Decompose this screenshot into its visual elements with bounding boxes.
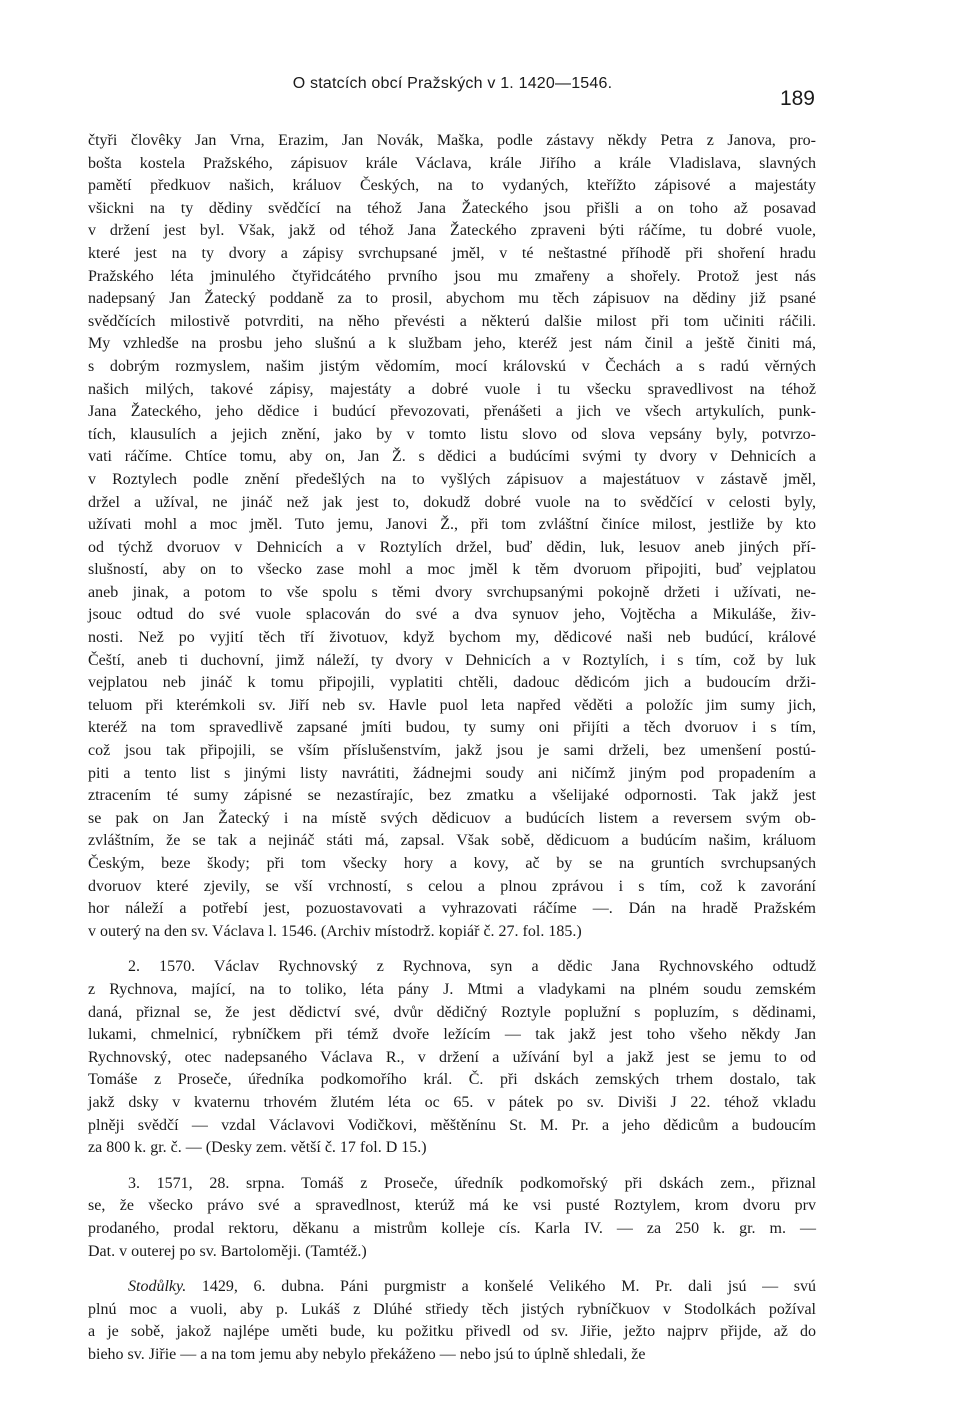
text-line: čtyři človêky Jan Vrna, Erazim, Jan Novák, Maška, podle zástavy někdy Petra z Janova, pro- bbox=[88, 132, 816, 149]
text-line: v držení jest byl. Však, jakž od téhož Jana Žateckého zpraveni býti ráčíme, tu dobré vuole, bbox=[88, 222, 816, 240]
text-line: vati ráčíme. Chtíce tomu, aby on, Jan Ž. s dědici a budúcími svými ty dvory v Dehnicích a bbox=[88, 448, 816, 466]
text-line: Rychnovský, otec nadepsaného Václava R., v držení a užívání byl a jakž jest se jemu to od bbox=[88, 1048, 816, 1066]
text-line: lukami, chmelnicí, rybníčkem při témž dvoře ležícím — tak jakž jest toho všeho někdy Jan bbox=[88, 1026, 816, 1044]
text-line: a je sobě, jakož najlépe uměti bude, ku požitku přivedl od sv. Jiřie, ježto najprv přijde, až do bbox=[88, 1323, 816, 1341]
text-line: plnú moc a vuoli, aby p. Lukáš z Dlúhé střiedy těch jistých rybníčkuov v Stodolkách požíval bbox=[88, 1300, 816, 1318]
text-line: 2. 1570. Václav Rychnovský z Rychnova, syn a dědic Jana Rychnovského odtudž bbox=[128, 958, 816, 976]
text-line: bieho sv. Jiřie — a na tom jemu aby nebylo překáženo — nebo jsú to úplně shledali, že bbox=[88, 1345, 646, 1363]
text-line: tích, klausulích a jejich znění, jako by v tomto listu slovo od slova vepsány byly, potvrzo- bbox=[88, 425, 816, 443]
text-line: slušností, aby on to všecko zase mohl a moc jměl k těm dvoruom připojiti, buď vejplatou bbox=[88, 561, 816, 579]
text-line: hor náleží a potřebí jest, pozuostavovati a vyhrazovati ráčíme —. Dán na hradě Pražském bbox=[88, 900, 816, 918]
text-line: svědčících milostivě potvrditi, na něho převésti a některú dalšie milost při tom učiniti ráčili. bbox=[88, 312, 816, 330]
text-line: daná, přiznal se, že jest dědictví své, dvůr dědičný Roztyle poplužní s popluzím, s dědinami, bbox=[88, 1003, 816, 1021]
text-line: ztracením té sumy zápisné se nezastírajíc, bez zmatku a všelijaké odpornosti. Tak jakž jest bbox=[88, 787, 816, 805]
text-line: Čeští, aneb ti duchovní, jimž náleží, ty dvory v Dehnicích a v Roztylích, i s tím, což by luk bbox=[88, 651, 816, 669]
document-body bbox=[88, 130, 816, 1379]
text-line: našich milých, takové zápisy, majestáty a dobré vuole i tu všecku spravedlivost na téhož bbox=[88, 380, 816, 398]
text-line: teluom při kterémkoli sv. Jiří neb sv. Havle puol leta napřed věděti a položíc jim sumy jich, bbox=[88, 696, 816, 714]
paragraph-3 bbox=[88, 1173, 816, 1263]
text-line: vejplatou neb jináč k tomu připojili, vyplatiti chtěli, dadouc dědicóm jich a budoucím drži- bbox=[88, 674, 816, 692]
text-line: dvoruov které zjevily, se vší vrchností, s celou a plnou zprávou i s tím, což k zavorání bbox=[88, 877, 816, 895]
text-line: prodaného, prodal rektoru, děkanu a mistrům kolleje cís. Karla IV. — za 250 k. gr. m. — bbox=[88, 1219, 816, 1237]
page-number: 189 bbox=[779, 87, 815, 110]
text-line: nadepsaný Jan Žatecký poddaně za to prosil, abychom mu těch zápisuov na dědiny již psané bbox=[88, 290, 816, 308]
text-line: bošta kostela Pražského, zápisuov krále Václava, krále Jiřího a krále Vladislava, slavných bbox=[88, 154, 816, 172]
text-line: Tomáše z Proseče, úředníka podkomořího král. Č. při dskách zemských trhem dostalo, tak bbox=[88, 1071, 816, 1089]
text-line: se pak on Jan Žatecký i na místě svých dědicuov a budúcích listem a reversem svým ob- bbox=[88, 809, 816, 827]
text-line: Jana Žateckého, jeho dědice i budúcí převozovati, přenášeti a jich ve všech artykulích, punk- bbox=[88, 403, 816, 421]
text-line: z Rychnova, mající, na to toliko, léta pány J. Mtmi a vladykami na plném soudu zemském bbox=[88, 980, 816, 998]
text-line bbox=[88, 1276, 816, 1299]
text-line: jakž dsky v kvaternu trhovém žlutém léta oc 65. v pátek po sv. Diviši J 22. téhož vkladu bbox=[88, 1093, 816, 1111]
text-line: Českým, beze škody; při tom všecky hory a kovy, ač by se na gruntích svrchupsaných bbox=[88, 855, 816, 872]
text-line: pamětí předkuov našich, králuov Českých, na to vydaných, kteřížto zápisové a majestáty bbox=[88, 177, 816, 195]
paragraph-4 bbox=[88, 1276, 816, 1366]
paragraph-2 bbox=[88, 956, 816, 1159]
text-line: v Roztylech podle znění předešlých na to vyšlých zápisuov a majestátuov v zástavě jměl, bbox=[88, 470, 816, 488]
entry-lead: Stodůlky. bbox=[128, 1278, 187, 1296]
text-line: držel a užíval, ne jináč než jak jest to, dokudž dobré vuole na to svědčící v celosti byly, bbox=[88, 493, 816, 511]
text-line: jsouc odtud do své vuole splacován do své a dva synuov jeho, Vojtěcha a Mikuláše, živ- bbox=[88, 606, 816, 624]
text-line: všickni na ty dědiny svědčící na téhož Jana Žateckého jsou přišli a on toho až posavad bbox=[88, 199, 816, 217]
paragraph-1 bbox=[88, 130, 816, 943]
text-line: Dat. v outerej po sv. Bartoloměji. (Tamtéž.) bbox=[88, 1242, 367, 1260]
text-line: plněji svědčí — vzdal Václavovi Vodičkovi, měštěnínu St. M. Pr. a jeho dědicům a budoucím bbox=[88, 1116, 816, 1134]
text-line: což jsou tak připojili, se vším příslušenstvím, jakž jsou je sami drželi, bez umenšení postú- bbox=[88, 742, 816, 760]
text-line: v outerý na den sv. Václava l. 1546. (Archiv místodrž. kopiář č. 27. fol. 185.) bbox=[88, 922, 582, 940]
text-line: 3. 1571, 28. srpna. Tomáš z Proseče, úředník podkomořský při dskách zem., přiznal bbox=[128, 1174, 816, 1192]
text-line-rest: 1429, 6. dubna. Páni purgmistr a konšelé Velikého M. Pr. dali jsú — svú bbox=[186, 1278, 816, 1296]
text-line: Pražského léta jminulého čtyřidcátého prvního jsou mu zmařeny a shořely. Protož jest nás bbox=[88, 267, 816, 285]
text-line: užívati mohl a moc jměl. Tuto jemu, Janovi Ž., při tom zvláštní činíce milost, jestliže by kto bbox=[88, 516, 816, 534]
text-line: piti a tento list s jinými listy navrátiti, žádnejmi soudy ani ničímž jiným pod propadením a bbox=[88, 764, 816, 782]
text-line: od týchž dvoruov v Dehnicích a v Roztylích držel, buď dědin, luk, lesuov aneb jiných pří- bbox=[88, 538, 816, 556]
text-line: za 800 k. gr. č. — (Desky zem. větší č. 17 fol. D 15.) bbox=[88, 1139, 427, 1157]
text-line: s dobrým rozmyslem, našim jistým vědomím, mocí královskú v Čechách a s radú věrných bbox=[88, 357, 816, 375]
running-head bbox=[90, 75, 815, 110]
text-line: které jest na ty dvory a zápisy svrchupsané jměl, v té neštastné příhodě při shoření hradu bbox=[88, 244, 816, 262]
text-line: kteréž na tom spravedlivě zapsané jmíti budou, ty sumy oni přijíti a těch dvoruov i s tím, bbox=[88, 719, 816, 737]
text-line: aneb jinak, a potom to vše spolu s těmi dvory svrchupsanými pokojně držeti i užívati, ne- bbox=[88, 583, 816, 601]
text-line: My vzhledše na prosbu jeho slušnú a k službam jeho, kteréž jest nám činil a ještě činiti má, bbox=[88, 335, 816, 353]
text-line: zvláštním, že se tak a nejináč státi má, zapsal. Však sobě, dědicuom a budúcím našim, králuom bbox=[88, 832, 816, 850]
text-line: nosti. Než po vyjití těch tří životuov, když bychom my, dědicové naši neb budúcí, králové bbox=[88, 629, 816, 647]
text-line: se, že všecko právo své a spravedlnost, kterúž má ke vsi pusté Roztylem, krom dvoru prv bbox=[88, 1197, 816, 1215]
running-title: O statcích obcí Pražských v 1. 1420—1546. bbox=[292, 75, 613, 92]
